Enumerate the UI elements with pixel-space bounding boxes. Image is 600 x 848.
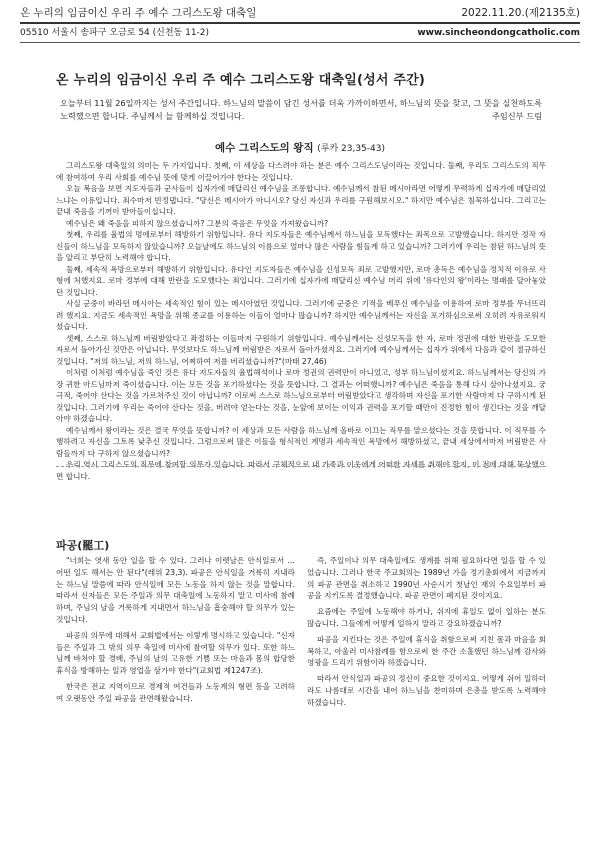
- parish-website[interactable]: www.sincheondongcatholic.com: [417, 28, 580, 38]
- section2-left-column: [56, 555, 295, 709]
- section2-title: 파공(罷工): [56, 539, 110, 552]
- section2-paragraph: 따라서 안식일과 파공의 정신이 중요한 것이지요. 어떻게 쉬어 일하더라도 나름대로 시간을 내어 하느님을 찬미하며 은총을 받도록 노력해야 하겠습니다.: [307, 674, 546, 707]
- header-rule-thin: [20, 42, 580, 43]
- bulletin-header: [20, 6, 580, 43]
- section2-paragraph: 요즘에는 주일에 노동해야 하거나, 쉬지에 휴일도 없이 일하는 분도 많습니다. 그들에게 어떻게 일하지 말라고 강요하겠습니까?: [307, 607, 546, 628]
- sermon-paragraph: 그리스도왕 대축일의 의미는 두 가지입니다. 첫째, 이 세상을 다스려야 하는 분은 예수 그리스도님이라는 것입니다. 둘째, 우리도 그리스도의 직무에 참여하여 우리 사회를 예수님 뜻에 맞게 이끌어가야 한다는 것입니다.: [56, 161, 546, 182]
- section2-paragraph: 한국은 전교 지역이므로 경제적 여건들과 노동계의 형편 등을 고려하여 오랫동안 주일 파공을 관면해왔습니다.: [56, 681, 295, 703]
- page-title: 온 누리의 임금이신 우리 주 예수 그리스도왕 대축일(성서 주간): [56, 73, 426, 88]
- sermon-title: [0, 140, 600, 155]
- sermon-title-text: 예수 그리스도의 왕직: [214, 142, 314, 154]
- parish-address: 05510 서울시 송파구 오금로 54 (신천동 11-2): [20, 28, 210, 38]
- section2-paragraph: 파공을 지킨다는 것은 주일에 휴식을 취함으로써 지친 몸과 마음을 회복하고, 아울러 미사참례를 함으로써 한 주간 소홀했던 하느님께 감사와 영광을 드리기 위함이라 하겠습니다.: [307, 634, 546, 668]
- sermon-paragraph: 셋째, 스스로 하느님께 버림받았다고 좌절하는 이들마저 구원하기 위함입니다. 예수님께서는 신성모독을 한 자, 로마 정권에 대한 반란을 도모한 자로서 돌아가신 것만은 아닙니다. 무엇보다도 하느님께 버림받은 자로서 돌아가셨지요. 그러기에 예수님께서는 십자가 위에서 다음과 같이 절규하신 것입니다. "저의 하느님, 저의 하느님, 어찌하여 저를 버리셨습니까?"(마태 27,46): [56, 333, 546, 366]
- sermon-paragraph: 우리 역시 그리스도의 직무에 참여할 의무가 있습니다. 따라서 구체적으로 내 가족과 이웃에게 어떠한 자세를 취해야 할지, 이 점에 대해 묵상했으면 합니다.: [56, 460, 546, 481]
- section2-columns: [56, 555, 546, 709]
- sermon-paragraph: 예수님은 왜 죽음을 피하지 않으셨습니까? 그분의 죽음은 무엇을 가져왔습니까?: [66, 218, 329, 228]
- section2-paragraph: "너희는 엿새 동안 일을 할 수 있다. 그러나 이렛날은 안식일로서 … 어떤 일도 해서는 안 된다"(레위 23,3). 파공은 안식일을 거룩히 지내라는 하느님 말씀에 따라 안식일에 모든 노동을 하지 않는 것을 말합니다. 따라서 신자들은 모든 주일과 의무 대축일에 노동하지 말고 미사에 참례하며, 주님의 날을 거룩하게 지내면서 하느님을 흠숭해야 할 의무가 있는 것입니다.: [56, 556, 295, 624]
- sermon-paragraph: 오늘 복음을 보면 지도자들과 군사들이 십자가에 매달리신 예수님을 조롱합니다. 예수님께서 참된 메시아라면 어떻게 무력하게 십자가에 매달리었느냐는 이유입니다. 죄수마저 빈정댑니다. "당신은 메시아가 아니시오? 당신 자신과 우리를 구원해보시오." 하지만 예수님은 침묵하십니다. 그리고는 끝내 죽음을 기꺼이 받아들이십니다.: [56, 184, 546, 216]
- section-divider: [56, 466, 546, 467]
- issue-date: 2022.11.20.(제2135호): [461, 7, 580, 19]
- header-rule: [20, 22, 580, 24]
- sermon-reference: (루카 23,35-43): [317, 144, 385, 154]
- sermon-paragraph: 사실 군중이 바라던 메시아는 세속적인 힘이 있는 메시아였던 것입니다. 그러기에 군중은 기적을 베푸신 예수님을 이용하여 로마 정부를 무너뜨리려 했지요. 지금도 세속적인 욕망을 위해 종교를 이용하는 이들이 얼마나 많습니까? 하지만 예수님께서는 자신을 포기하심으로써 오히려 자유로워지셨습니다.: [56, 299, 546, 331]
- section2-paragraph: 파공의 의무에 대해서 교회법에서는 이렇게 명시하고 있습니다. "신자들은 주일과 그 밖의 의무 축일에 미사에 참여할 의무가 있다. 또한 하느님께 바쳐야 할 경배, 주님의 날의 고유한 기쁨 또는 마음과 몸의 합당한 휴식을 방해하는 일과 영업을 삼가야 한다"(교회법 제1247조).: [56, 630, 295, 676]
- sermon-paragraph: 이처럼 이처럼 예수님을 죽인 것은 유다 지도자들의 율법해석이나 로마 정권의 권력만이 아니었고, 성부 하느님이셨지요. 하느님께서는 당신의 가장 귀한 아드님마저 죽이셨습니다. 이는 모든 것을 포기하셨다는 것을 뜻합니다. 그 결과는 어떠했니까? 예수님은 죽음을 통해 다시 살아나셨지요. 궁극적, 죽어야 산다는 것을 가르쳐주신 것이 아닙니까? 이로써 스스로 하느님으로부터 버림받았다고 생각하며 자신을 포기한 사람마저 다 구하시게 된 것입니다. 그러기에 우리는 죽어야 산다는 것을, 버려야 얻는다는 것을, 눈앞에 보이는 이익과 권력을 포기할 때만이 진정한 힘이 생긴다는 것을 깨달아야 하겠습니다.: [56, 368, 546, 423]
- section2-right-column: [307, 555, 546, 709]
- intro-message: [60, 97, 542, 122]
- series-title: 온 누리의 임금이신 우리 주 예수 그리스도왕 대축일: [20, 7, 257, 19]
- intro-signature: 주임신부 드림: [491, 110, 542, 121]
- sermon-paragraph: 예수님께서 왕이라는 것은 결국 무엇을 뜻합니까? 이 세상과 모든 사람을 하느님께 올바로 이끄는 직무를 맡으셨다는 것을 뜻합니다. 이 직무를 수행하려고 자신을 그토록 낮추신 것입니다. 그럼으로써 많은 이들을 형식적인 계명과 세속적인 욕망에서 해방하셨고, 끝내 세상에서마저 버림받은 사람들까지 다 구하지 않으셨습니까?: [56, 425, 546, 458]
- section2-paragraph: 즉, 주일이나 의무 대축일에도 생계를 위해 필요하다면 일을 할 수 있었습니다. 그러나 한국 주교회의는 1989년 가을 정기총회에서 지금까지의 파공 관면을 취소하고 1990년 사순시기 첫날인 재의 수요일부터 파공을 지키도록 결정했습니다. 파공 관면이 폐지된 것이지요.: [307, 556, 546, 601]
- intro-text: 오늘부터 11월 26일까지는 성서 주간입니다. 하느님의 말씀이 담긴 성서를 더욱 가까이하면서, 하느님의 뜻을 찾고, 그 뜻을 실천하도록 노력했으면 합니다. 주님께서 늘 함께하실 것입니다.: [60, 98, 542, 121]
- sermon-body: [56, 160, 546, 482]
- sermon-paragraph: 첫째, 우리를 율법의 멍에로부터 해방하기 위함입니다. 유다 지도자들은 예수님께서 하느님을 모독했다는 죄목으로 고발했습니다. 하지만 정작 자신들이 하느님을 모독하지 않았습니까? 오늘날에도 하느님의 이름으로 얼마나 많은 사람을 힘들게 하고 있습니까? 그러기에 우리는 참된 하느님의 뜻을 알리고 부단히 노력해야 합니다.: [56, 230, 546, 262]
- sermon-paragraph: 둘째, 세속적 욕망으로부터 해방하기 위함입니다. 유다인 지도자들은 예수님을 신성모독 죄로 고발했지만, 로마 총독은 예수님을 정치적 이유로 사형에 처했지요. 로마 정부에 대해 반란을 도모했다는 죄입니다. 그러기에 십자가에 매달리신 예수님 머리 위에 '유다인의 왕'이라는 명패를 달아놓았던 것입니다.: [56, 264, 546, 297]
